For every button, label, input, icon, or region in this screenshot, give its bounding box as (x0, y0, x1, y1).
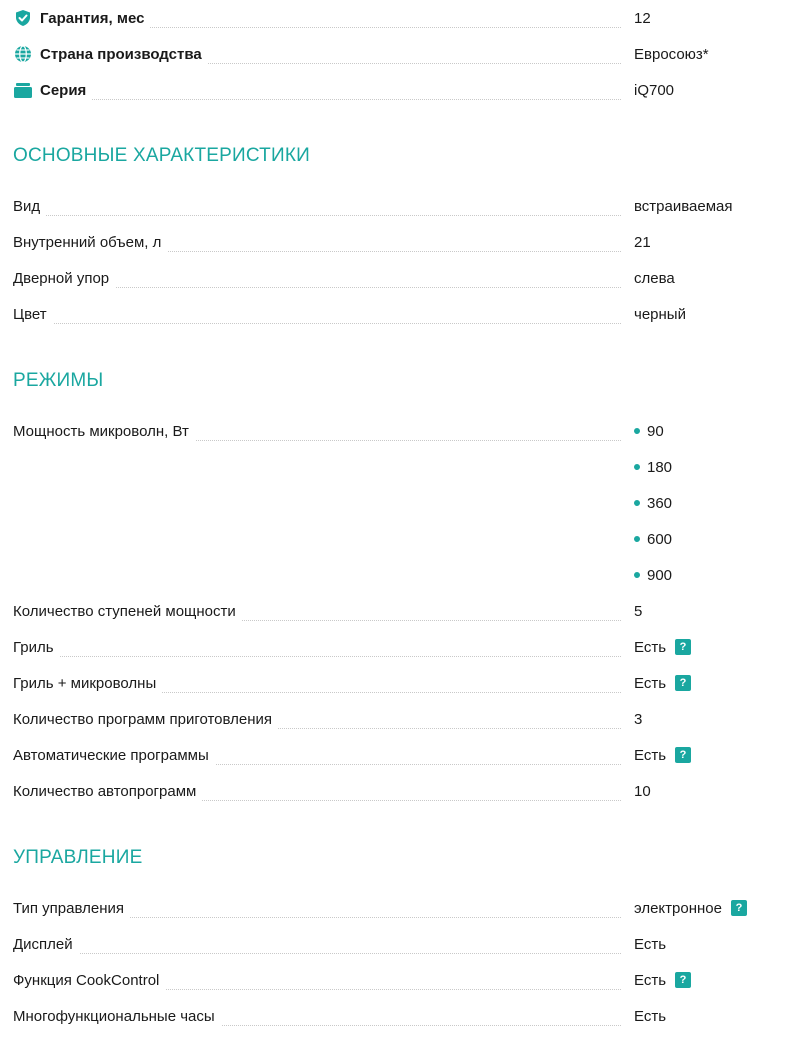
spec-label (13, 0, 150, 36)
row-dots (13, 323, 621, 324)
spec-row-type (13, 188, 786, 224)
spec-label: Количество программ приготовления (13, 701, 278, 737)
help-icon[interactable]: ? (675, 747, 691, 763)
spec-row-warranty (13, 0, 786, 36)
spec-row-clock (13, 998, 786, 1034)
spec-value (634, 485, 672, 521)
spec-row-cookcontrol (13, 962, 786, 998)
spec-value: слева (634, 269, 675, 287)
power-option: 180 (647, 458, 673, 476)
row-dots (13, 99, 621, 100)
spec-value: 3 (634, 710, 643, 728)
spec-row-microwave-power-option (13, 449, 786, 485)
section-title-control: УПРАВЛЕНИЕ (13, 847, 143, 868)
help-icon[interactable]: ? (675, 675, 691, 691)
power-option: 90 (647, 422, 664, 440)
power-option: 900 (647, 566, 673, 584)
spec-value (634, 890, 747, 926)
spec-value: Евросоюз* (634, 45, 709, 63)
spec-row-auto-programs-count (13, 773, 786, 809)
spec-label: Тип управления (13, 890, 130, 926)
spec-label-text: Серия (40, 81, 87, 99)
help-icon[interactable]: ? (675, 639, 691, 655)
spec-value (634, 962, 691, 998)
spec-row-color (13, 296, 786, 332)
spec-value: Есть (634, 1007, 667, 1025)
bullet-icon (634, 536, 640, 542)
bullet-icon (634, 428, 640, 434)
spec-value: черный (634, 305, 686, 323)
spec-label: Вид (13, 188, 46, 224)
spec-label: Гриль + микроволны (13, 665, 162, 701)
globe-icon (13, 44, 33, 64)
spec-value: встраиваемая (634, 197, 733, 215)
spec-value: 12 (634, 9, 651, 27)
spec-label-text: Страна производства (40, 45, 202, 63)
help-icon[interactable]: ? (675, 972, 691, 988)
spec-label: Внутренний объем, л (13, 224, 167, 260)
spec-row-microwave-power (13, 413, 786, 449)
spec-value (634, 665, 691, 701)
spec-label: Функция CookControl (13, 962, 165, 998)
spec-value-text: электронное (634, 899, 722, 917)
help-icon[interactable]: ? (731, 900, 747, 916)
spec-value (634, 737, 691, 773)
bullet-icon (634, 572, 640, 578)
spec-value: 5 (634, 602, 643, 620)
spec-value (634, 557, 672, 593)
spec-value: 10 (634, 782, 651, 800)
spec-row-power-levels (13, 593, 786, 629)
spec-row-auto-programs (13, 737, 786, 773)
spec-label (13, 72, 92, 108)
spec-row-programs-count (13, 701, 786, 737)
section-title-modes: РЕЖИМЫ (13, 370, 104, 391)
spec-value: Есть (634, 935, 667, 953)
power-option: 360 (647, 494, 673, 512)
spec-value (634, 449, 672, 485)
spec-row-series (13, 72, 786, 108)
power-option: 600 (647, 530, 673, 548)
spec-row-microwave-power-option (13, 485, 786, 521)
spec-row-grill-microwave (13, 665, 786, 701)
spec-row-microwave-power-option (13, 521, 786, 557)
spec-label: Дверной упор (13, 260, 115, 296)
spec-row-microwave-power-option (13, 557, 786, 593)
spec-row-country (13, 36, 786, 72)
spec-row-grill (13, 629, 786, 665)
spec-value-text: Есть (634, 971, 667, 989)
spec-value-text: Есть (634, 674, 667, 692)
spec-label: Гриль (13, 629, 60, 665)
spec-label: Многофункциональные часы (13, 998, 221, 1034)
spec-label: Дисплей (13, 926, 79, 962)
row-dots (13, 953, 621, 954)
bullet-icon (634, 464, 640, 470)
spec-label-text: Гарантия, мес (40, 9, 145, 27)
spec-row-control-type (13, 890, 786, 926)
spec-row-volume (13, 224, 786, 260)
spec-value-text: Есть (634, 638, 667, 656)
spec-row-display (13, 926, 786, 962)
spec-label: Мощность микроволн, Вт (13, 413, 195, 449)
shield-check-icon (13, 8, 33, 28)
spec-value: iQ700 (634, 81, 675, 99)
spec-value (634, 521, 672, 557)
box-icon (13, 80, 33, 100)
spec-row-door (13, 260, 786, 296)
section-title-main: ОСНОВНЫЕ ХАРАКТЕРИСТИКИ (13, 145, 310, 166)
spec-value: 21 (634, 233, 651, 251)
spec-value-text: Есть (634, 746, 667, 764)
spec-label: Автоматические программы (13, 737, 215, 773)
spec-value (634, 629, 691, 665)
spec-value (634, 413, 664, 449)
spec-label: Цвет (13, 296, 53, 332)
bullet-icon (634, 500, 640, 506)
row-dots (13, 215, 621, 216)
spec-label: Количество ступеней мощности (13, 593, 242, 629)
spec-label: Количество автопрограмм (13, 773, 202, 809)
spec-label (13, 36, 208, 72)
row-dots (13, 656, 621, 657)
